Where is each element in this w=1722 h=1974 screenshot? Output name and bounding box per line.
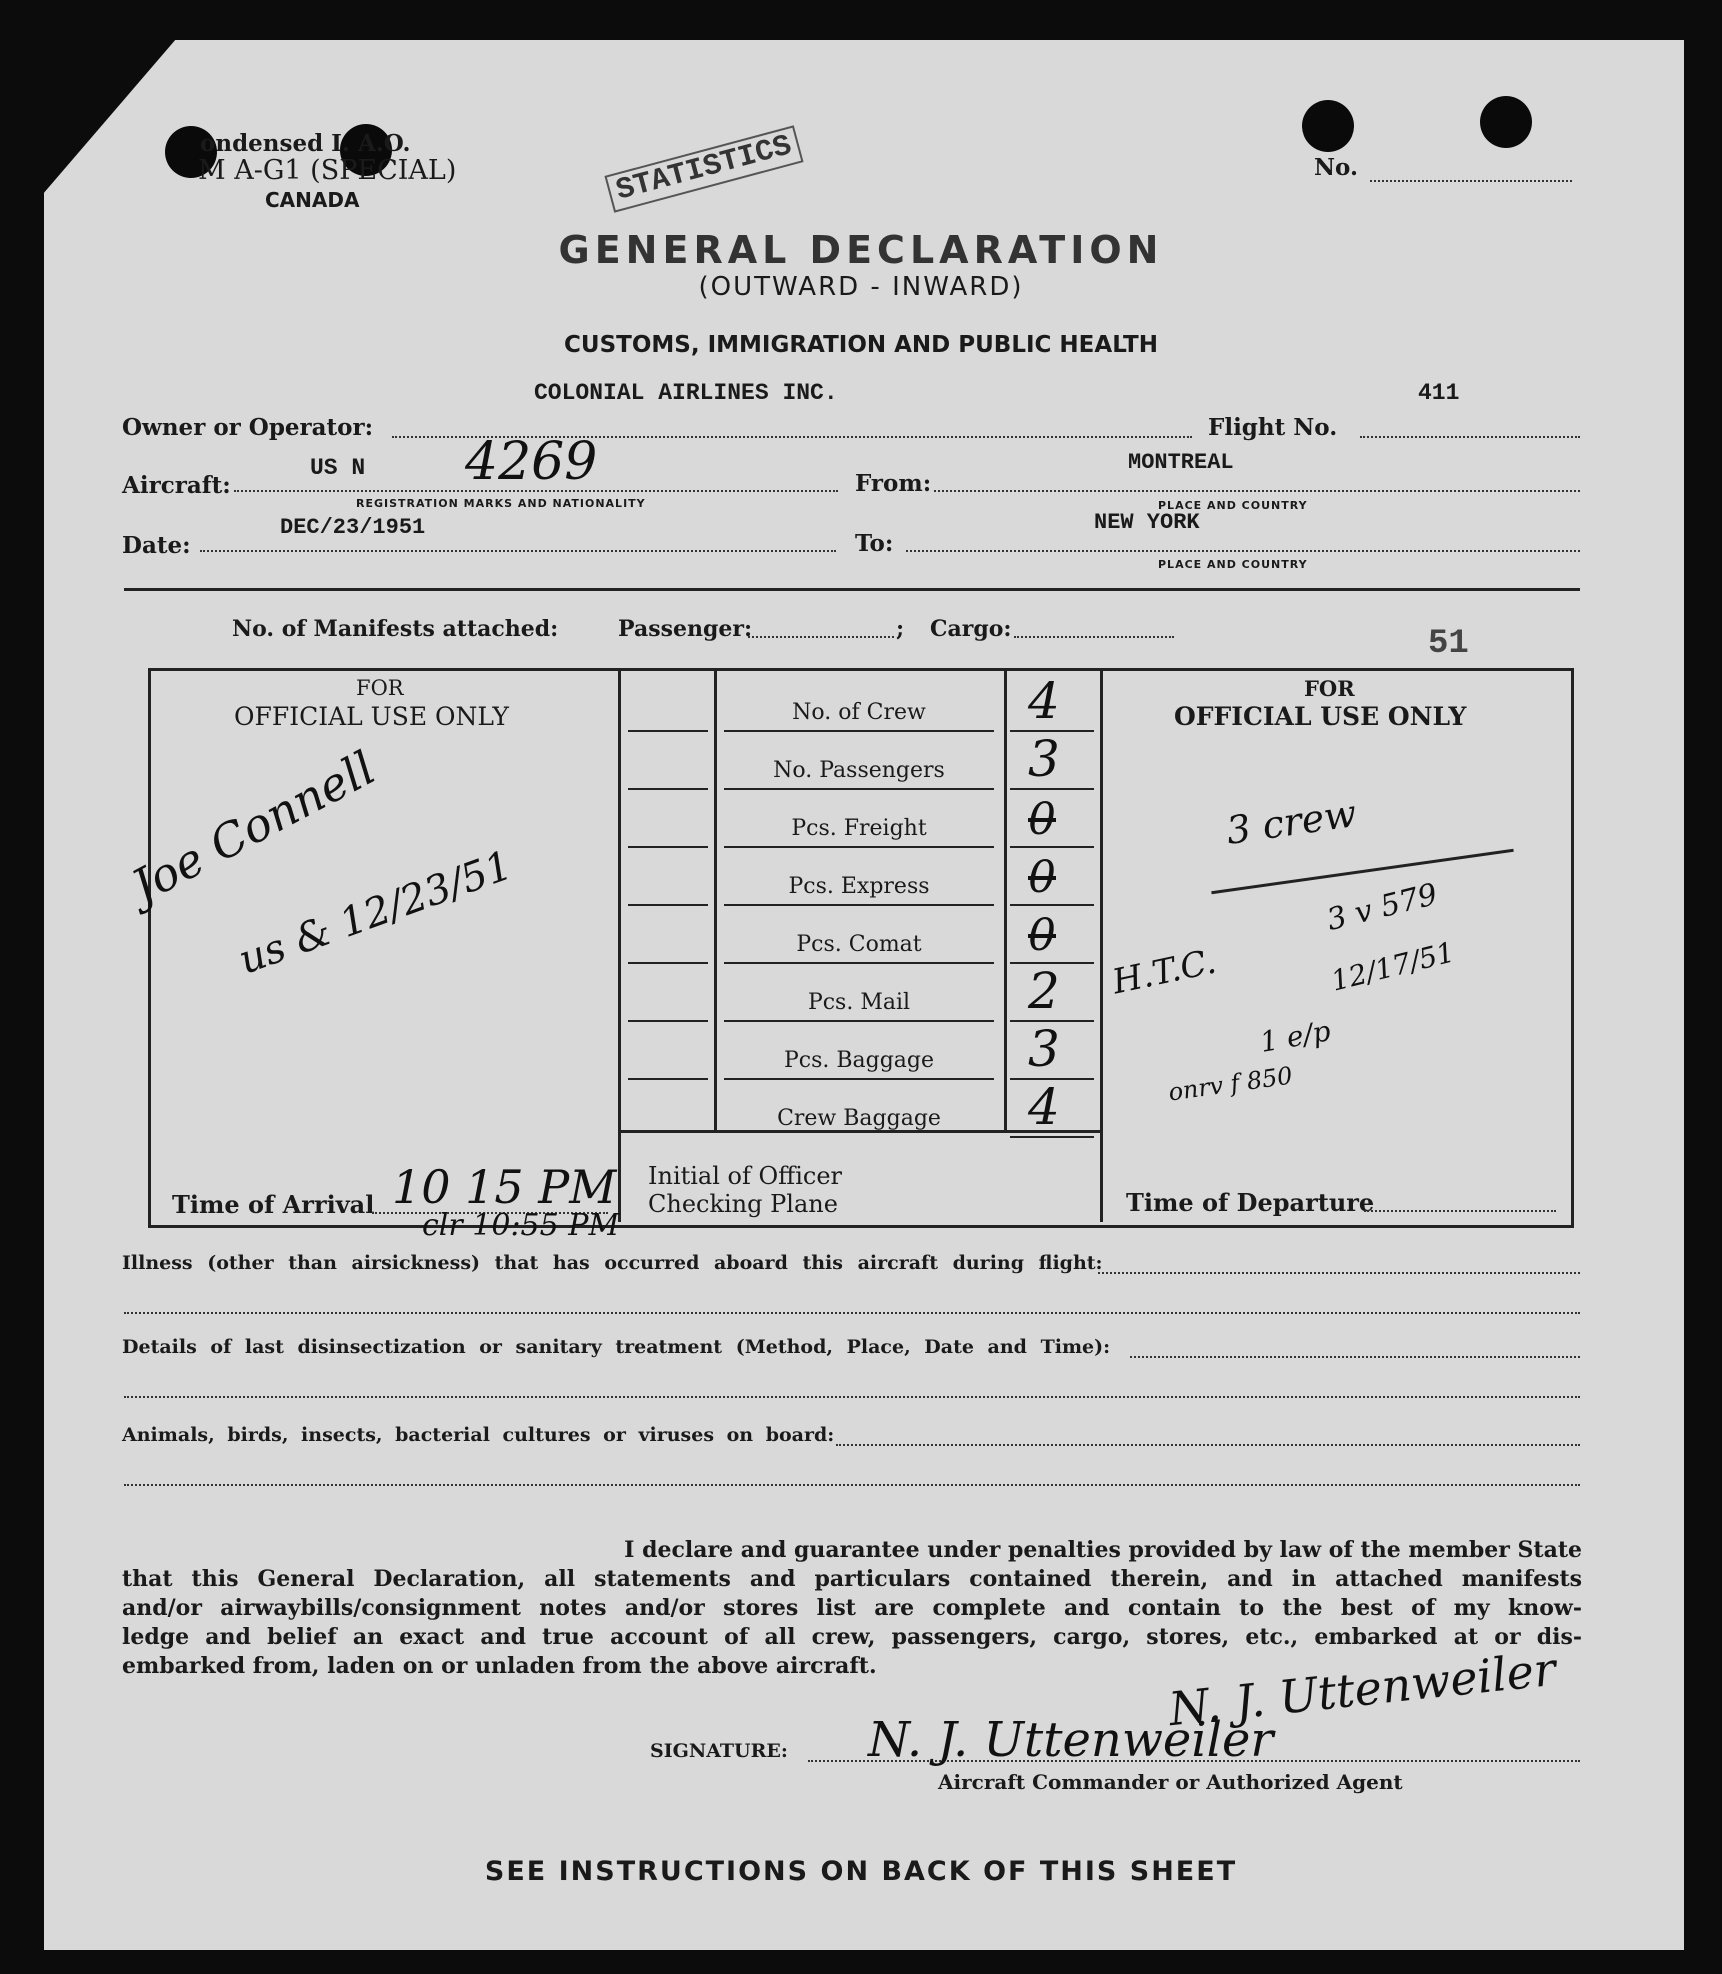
signature-label: SIGNATURE: [650, 1740, 788, 1762]
arrival-note-handwritten: clr 10:55 PM [422, 1208, 620, 1243]
row-label: Pcs. Express [788, 874, 930, 899]
disinsect-label: Details of last disinsectization or sanitary treatment (Method, Place, Date and Time): [122, 1336, 1111, 1358]
row-line [628, 846, 708, 848]
row-line [1010, 788, 1094, 790]
row-value: 4 [1028, 672, 1060, 730]
from-field[interactable] [934, 490, 1580, 492]
row-value: 2 [1028, 962, 1060, 1020]
signature-caption: Aircraft Commander or Authorized Agent [938, 1770, 1403, 1794]
illness-field[interactable] [1098, 1272, 1580, 1274]
passenger-manifest-label: Passenger: [618, 616, 753, 642]
row-line [1010, 962, 1094, 964]
date-field[interactable] [200, 550, 836, 552]
flight-value: 411 [1418, 380, 1460, 406]
initial-officer-label: Initial of Officer [648, 1162, 843, 1190]
statistics-stamp: STATISTICS [604, 125, 803, 212]
row-line [628, 1020, 708, 1022]
from-hint: PLACE AND COUNTRY [1158, 499, 1308, 512]
aircraft-number: 4269 [465, 432, 598, 492]
box-divider [1004, 668, 1007, 1130]
declaration-line: I declare and guarantee under penalties provided by law of the member State [624, 1537, 1582, 1563]
animals-field-line2[interactable] [124, 1484, 1580, 1486]
manifest-number: 51 [1428, 625, 1469, 663]
official-use-left: OFFICIAL USE ONLY [234, 702, 509, 731]
form-heading: CUSTOMS, IMMIGRATION AND PUBLIC HEALTH [564, 332, 1158, 358]
flight-field[interactable] [1360, 436, 1580, 438]
number-label: No. [1314, 154, 1358, 181]
cargo-manifest-field[interactable] [1014, 636, 1174, 638]
to-field[interactable] [906, 550, 1580, 552]
aircraft-hint: REGISTRATION MARKS AND NATIONALITY [356, 497, 646, 510]
officer-note-handwritten: us & 12/23/51 [232, 842, 519, 984]
row-line [628, 730, 708, 732]
official-use-right: OFFICIAL USE ONLY [1174, 702, 1467, 731]
manifest-separator: ; [896, 616, 905, 642]
number-field[interactable] [1370, 180, 1572, 182]
to-label: To: [855, 530, 894, 557]
row-value: 3 [1028, 1020, 1060, 1078]
declaration-line: that this General Declaration, all statements and particulars contained therein, and in attached manifests [122, 1566, 1582, 1592]
row-label: Pcs. Comat [796, 932, 922, 957]
checking-plane-label: Checking Plane [648, 1190, 838, 1218]
right-note-handwritten: onrv f 850 [1166, 1061, 1295, 1107]
illness-field-line2[interactable] [124, 1312, 1580, 1314]
row-label: Pcs. Mail [807, 990, 911, 1015]
operator-value: COLONIAL AIRLINES INC. [534, 380, 838, 406]
from-label: From: [855, 470, 932, 497]
right-note-handwritten: 3 v 579 [1323, 876, 1441, 939]
cargo-manifest-label: Cargo: [930, 616, 1012, 642]
row-value: 4 [1028, 1078, 1060, 1136]
departure-field[interactable] [1364, 1210, 1556, 1212]
right-note-handwritten: 12/17/51 [1327, 935, 1458, 998]
row-label: Pcs. Baggage [783, 1048, 935, 1073]
animals-field[interactable] [836, 1444, 1580, 1446]
declaration-line: ledge and belief an exact and true account of all crew, passengers, cargo, stores, etc., embarked at or dis- [122, 1624, 1582, 1650]
row-line [1010, 1078, 1094, 1080]
animals-label: Animals, birds, insects, bacterial cultures or viruses on board: [122, 1424, 835, 1446]
row-line [1010, 730, 1094, 732]
signature-handwritten-2: N. J. Uttenweiler [868, 1712, 1274, 1768]
punch-hole [1480, 96, 1532, 148]
row-line [724, 730, 994, 732]
row-value: 3 [1028, 730, 1060, 788]
form-country: CANADA [265, 188, 360, 212]
aircraft-prefix: US N [310, 455, 366, 481]
date-value: DEC/23/1951 [280, 515, 426, 540]
row-line [1010, 904, 1094, 906]
aircraft-label: Aircraft: [122, 472, 231, 499]
date-label: Date: [122, 532, 191, 559]
row-line [628, 962, 708, 964]
right-note-handwritten: 1 e/p [1257, 1014, 1333, 1059]
row-label: No. of Crew [792, 700, 926, 725]
form-id-line2: M A-G1 (SPECIAL) [198, 155, 457, 186]
official-use-right-for: FOR [1304, 676, 1355, 701]
row-label: Crew Baggage [777, 1106, 941, 1131]
box-divider [1100, 668, 1103, 1222]
arrival-value: 10 15 PM [392, 1160, 617, 1214]
declaration-text [122, 1536, 1582, 1681]
signature-handwritten: N. J. Uttenweiler [1166, 1641, 1559, 1737]
form-id-line1: ondensed I. A.O. [200, 130, 411, 157]
form-subtitle: (OUTWARD - INWARD) [698, 272, 1024, 302]
declaration-line: embarked from, laden on or unladen from the above aircraft. [122, 1653, 877, 1679]
official-use-left-for: FOR [356, 676, 404, 700]
declaration-line: and/or airwaybills/consignment notes and/or stores list are complete and contain to the best of my know- [122, 1595, 1582, 1621]
row-line [724, 1078, 994, 1080]
disinsect-field-line2[interactable] [124, 1396, 1580, 1398]
right-note-handwritten: H.T.C. [1108, 941, 1220, 1003]
row-label: Pcs. Freight [791, 816, 927, 841]
manifests-label: No. of Manifests attached: [232, 616, 559, 642]
row-line [628, 1078, 708, 1080]
operator-label: Owner or Operator: [122, 414, 374, 441]
to-hint: PLACE AND COUNTRY [1158, 558, 1308, 571]
box-divider [618, 668, 621, 1222]
row-value: 0 [1028, 910, 1056, 961]
form-title: GENERAL DECLARATION [558, 228, 1164, 272]
row-line [1010, 1136, 1094, 1138]
arrival-label: Time of Arrival [172, 1190, 375, 1219]
row-line [724, 1020, 994, 1022]
box-divider [714, 668, 717, 1130]
divider [124, 588, 1580, 591]
from-value: MONTREAL [1128, 450, 1234, 475]
aircraft-field[interactable] [234, 490, 838, 492]
to-value: NEW YORK [1094, 510, 1200, 535]
row-line [1010, 846, 1094, 848]
row-value: 0 [1028, 852, 1056, 903]
illness-label: Illness (other than airsickness) that has occurred aboard this aircraft during flight: [122, 1252, 1103, 1274]
row-value: 0 [1028, 794, 1056, 845]
punch-hole [1302, 100, 1354, 152]
row-line [724, 962, 994, 964]
flight-label: Flight No. [1208, 414, 1338, 441]
officer-signature-handwritten: Joe Connell [122, 740, 384, 914]
disinsect-field[interactable] [1130, 1356, 1580, 1358]
row-line [1010, 1020, 1094, 1022]
footer-instructions: SEE INSTRUCTIONS ON BACK OF THIS SHEET [484, 1856, 1238, 1887]
departure-label: Time of Departure [1126, 1188, 1375, 1217]
row-line [628, 904, 708, 906]
row-line [724, 904, 994, 906]
row-line [628, 788, 708, 790]
right-note-handwritten: 3 crew [1223, 791, 1360, 853]
row-label: No. Passengers [773, 758, 945, 783]
passenger-manifest-field[interactable] [748, 636, 894, 638]
row-line [724, 846, 994, 848]
row-line [724, 788, 994, 790]
